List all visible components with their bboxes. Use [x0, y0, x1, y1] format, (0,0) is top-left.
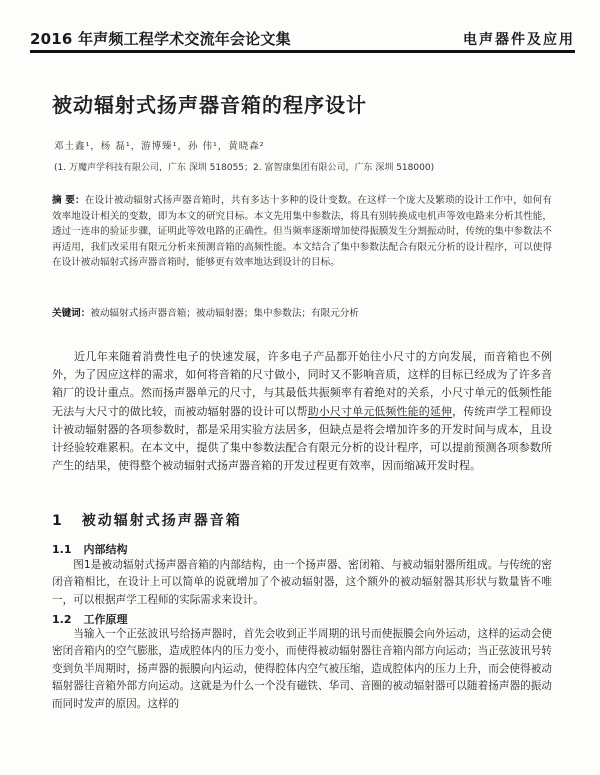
subsection-1-1-paragraph: 图1是被动辐射式扬声器音箱的内部结构，由一个扬声器、密闭箱、与被动辐射器所组成。与传统的密闭音箱相比，在设计上可以简单的说就增加了个被动辐射器，这个额外的被动辐射器其形状与数量皆不唯一，可以根据声学工程师的实际需求来设计。 [52, 559, 552, 606]
section-category: 电声器件及应用 [463, 32, 575, 48]
subsection-title: 工作原理 [83, 613, 128, 626]
intro-text-before: 近几年来随着消费性电子的快速发展，许多电子产品都开始往小尺寸的方向发展，而音箱也不例外，为了因应这样的需求，如何将音箱的尺寸做小，同时又不影响音质，这样的目标已经成为了许多音箱厂的设计重点。然而扬声器单元的尺寸，与其最低共振频率有着绝对的关系，小尺寸单元的低频性能无法与大尺寸的做比较，而被动辐射器的设计可以帮 [52, 350, 552, 418]
keywords-text: 被动辐射式扬声器音箱；被动辐射器；集中参数法；有限元分析 [90, 308, 359, 319]
intro-underlined-text: 助小尺寸单元低频性能的延伸 [307, 404, 453, 418]
keywords-label: 关键词： [52, 308, 91, 319]
intro-text-after: ，传统声学工程师设计被动辐射器的各项参数时，都是采用实验方法居多，但缺点是将会增加许多的开发时间与成本，且设计经验较难累积。在本文中，提供了集中参数法配合有限元分析的设计程序，可以提前预测各项参数所产生的结果，使得整个被动辐射式扬声器音箱的开发过程更有效率，因而缩减开发时程。 [52, 404, 553, 473]
subsection-title: 内部结构 [83, 543, 128, 556]
keywords [52, 305, 552, 319]
proceedings-title: 2016 年声频工程学术交流年会论文集 [30, 30, 291, 48]
author-affiliations: (1. 万魔声学科技有限公司，广东 深圳 518055；2. 富智康集团有限公司，广东 深圳 518000) [54, 163, 435, 173]
section-title: 被动辐射式扬声器音箱 [81, 513, 242, 529]
subsection-1-2-paragraph: 当输入一个正弦波讯号给扬声器时，首先会收到正半周期的讯号而使振膜会向外运动，这样的运动会使密闭音箱内的空气膨胀，造成腔体内的压力变小，而使得被动辐射器往音箱内部方向运动；当正弦波讯号转变到负半周期时，扬声器的振膜向内运动，使得腔体内空气被压缩，造成腔体内的压力上升，而会使得被动辐射器往音箱外部方向运动。这就是为什么一个没有磁铁、华司、音圈的被动辐射器可以随着扬声器的振动而同时发声的原因。这样的 [52, 628, 552, 710]
abstract-label: 摘 要： [52, 195, 85, 206]
subsection-heading-1-1 [52, 541, 128, 557]
paper-title: 被动辐射式扬声器音箱的程序设计 [52, 93, 367, 117]
section-heading-1 [52, 510, 242, 530]
abstract-text: 在设计被动辐射式扬声器音箱时，共有多达十多种的设计变数。在这样一个庞大及繁琐的设计工作中，如何有效率地设计相关的变数，即为本文的研究目标。本文先用集中参数法，将具有别转换成电机声等效电路来分析其性能，透过一连串的验证步骤，证明此等效电路的正确性。但当频率逐渐增加使得振膜发生分割振动时，传统的集中参数法不再适用，我们改采用有限元分析来预测音箱的高频性能。本文结合了集中参数法配合有限元分析的设计程序，可以使得在设计被动辐射式扬声器音箱时，能够更有效率地达到设计的目标。 [52, 195, 552, 269]
subsection-heading-1-2 [52, 611, 128, 627]
abstract [52, 193, 552, 271]
subsection-number: 1.2 [52, 613, 72, 626]
subsection-number: 1.1 [52, 543, 72, 556]
introduction-paragraph [52, 348, 552, 475]
running-header [30, 24, 575, 53]
section-number: 1 [52, 513, 64, 529]
author-list: 邓土鑫¹，杨 磊¹，游博臻¹，孙 伟¹，黄晓森² [54, 141, 265, 152]
